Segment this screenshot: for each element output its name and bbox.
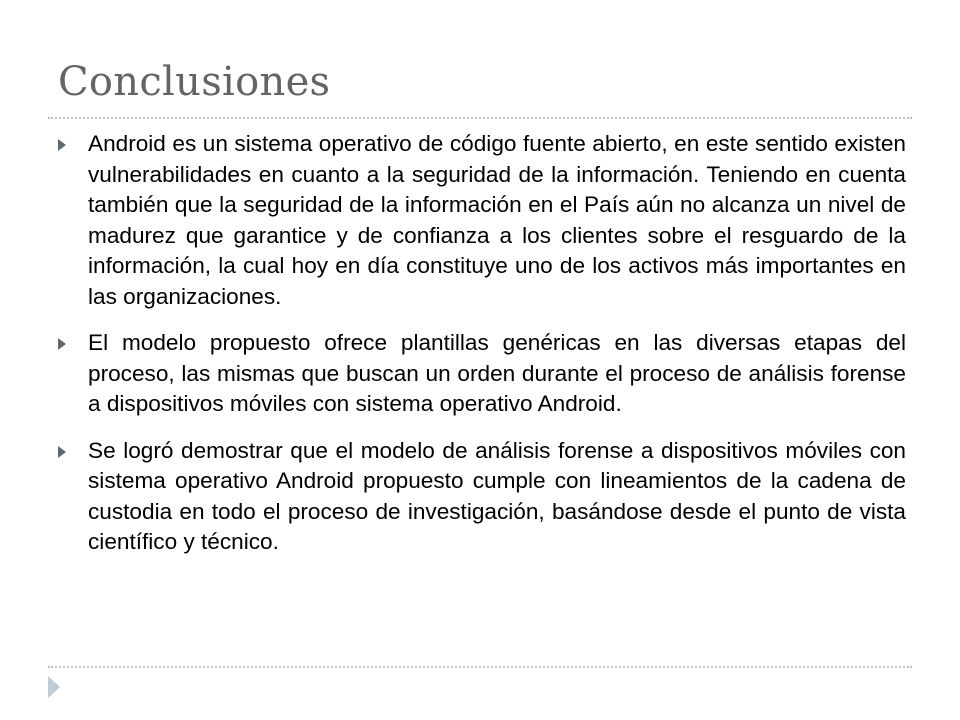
- triangle-right-icon: [58, 446, 66, 458]
- list-item: [56, 436, 906, 558]
- bullet-list: [56, 129, 906, 574]
- footer-divider: [48, 666, 912, 668]
- list-item: [56, 328, 906, 420]
- bullet-text: Se logró demostrar que el modelo de análisis forense a dispositivos móviles con sistema operativo Android propuesto cumple con lineamientos de la cadena de custodia en todo el proceso de investigación, basándose desde el punto de vista científico y técnico.: [88, 437, 906, 554]
- title-divider: [48, 117, 912, 119]
- triangle-right-icon: [58, 338, 66, 350]
- corner-triangle-icon: [48, 676, 60, 698]
- bullet-text: Android es un sistema operativo de código fuente abierto, en este sentido existen vulnerabilidades en cuanto a la seguridad de la información. Teniendo en cuenta también que la seguridad de la información en el País aún no alcanza un nivel de madurez que garantice y de confianza a los clientes sobre el resguardo de la información, la cual hoy en día constituye uno de los activos más importantes en las organizaciones.: [88, 131, 906, 309]
- triangle-right-icon: [58, 139, 66, 151]
- bullet-text: El modelo propuesto ofrece plantillas genéricas en las diversas etapas del proceso, las mismas que buscan un orden durante el proceso de análisis forense a dispositivos móviles con sistema operativo Android.: [88, 330, 906, 416]
- list-item: [56, 129, 906, 312]
- slide-title: Conclusiones: [58, 59, 331, 105]
